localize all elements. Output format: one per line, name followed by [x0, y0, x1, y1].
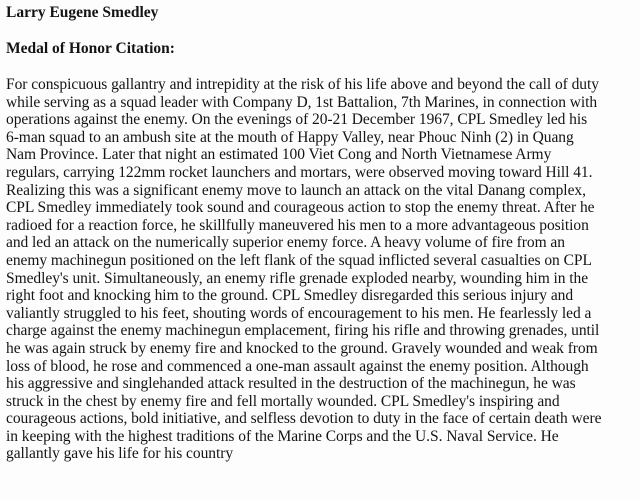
recipient-name: Larry Eugene Smedley: [6, 4, 159, 21]
citation-body: [6, 76, 634, 463]
citation-line: right foot and knocking him to the ground. CPL Smedley disregarded this serious injury and: [6, 287, 574, 305]
citation-line: radioed for a reaction force, he skillfully maneuvered his men to a more advantageous position: [6, 216, 589, 234]
citation-line: in keeping with the highest traditions of the Marine Corps and the U.S. Naval Service. He: [6, 427, 559, 445]
citation-line: he was again struck by enemy fire and knocked to the ground. Gravely wounded and weak from: [6, 339, 598, 357]
citation-line: valiantly struggled to his feet, shouting words of encouragement to his men. He fearlessly led a: [6, 304, 592, 322]
citation-line: loss of blood, he rose and commenced a one-man assault against the enemy position. Although: [6, 357, 589, 375]
citation-line: while serving as a squad leader with Company D, 1st Battalion, 7th Marines, in connection with: [6, 93, 598, 111]
citation-line: CPL Smedley immediately took sound and courageous action to stop the enemy threat. After he: [6, 199, 595, 217]
citation-line: and led an attack on the numerically superior enemy force. A heavy volume of fire from an: [6, 234, 565, 252]
citation-line: operations against the enemy. On the evenings of 20-21 December 1967, CPL Smedley led his: [6, 111, 588, 129]
citation-line: Nam Province. Later that night an estimated 100 Viet Cong and North Vietnamese Army: [6, 146, 552, 164]
citation-line: For conspicuous gallantry and intrepidity at the risk of his life above and beyond the call of duty: [6, 76, 599, 93]
citation-line: gallantly gave his life for his country: [6, 445, 234, 463]
citation-line: Realizing this was a significant enemy move to launch an attack on the vital Danang complex,: [6, 181, 586, 199]
citation-line: enemy machinegun positioned on the left flank of the squad inflicted several casualties on CPL: [6, 251, 592, 269]
citation-line: 6-man squad to an ambush site at the mouth of Happy Valley, near Phouc Ninh (2) in Quang: [6, 128, 574, 146]
citation-line: his aggressive and singlehanded attack resulted in the destruction of the machinegun, he was: [6, 375, 576, 393]
citation-line: Smedley's unit. Simultaneously, an enemy rifle grenade exploded nearby, wounding him in the: [6, 269, 589, 287]
citation-line: charge against the enemy machinegun emplacement, firing his rifle and throwing grenades, until: [6, 322, 600, 340]
citation-line: struck in the chest by enemy fire and fell mortally wounded. CPL Smedley's inspiring and: [6, 392, 560, 410]
citation-line: courageous actions, bold initiative, and selfless devotion to duty in the face of certain death were: [6, 410, 602, 428]
citation-line: regulars, carrying 122mm rocket launchers and mortars, were observed moving toward Hill 41.: [6, 163, 593, 181]
section-title: Medal of Honor Citation:: [6, 40, 175, 57]
